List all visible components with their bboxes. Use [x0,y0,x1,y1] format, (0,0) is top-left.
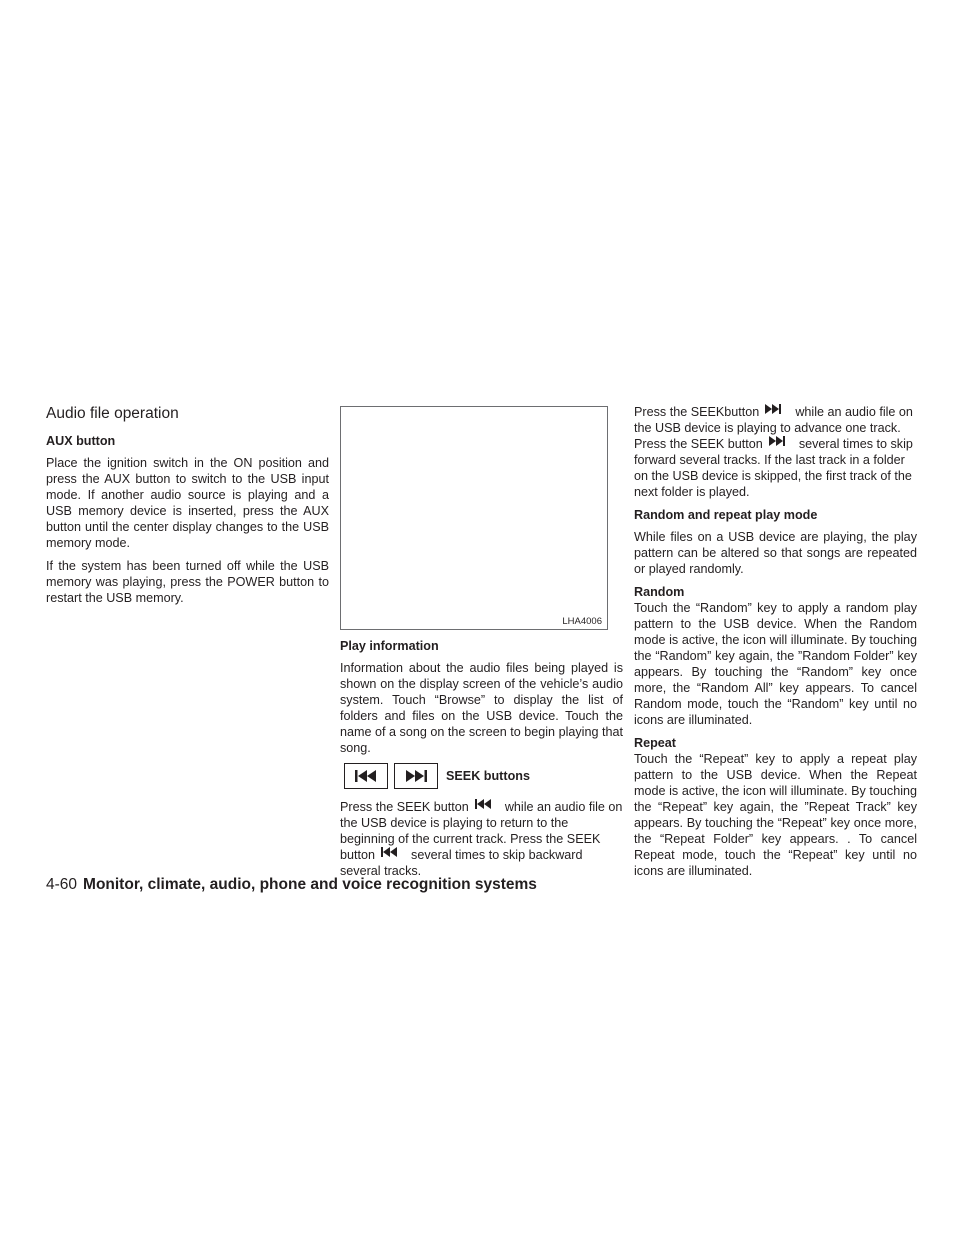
skip-next-icon [769,436,785,446]
column-1 [46,404,329,613]
play-information-heading: Play information [340,639,439,653]
figure-usb-screen [340,406,608,630]
random-repeat-paragraph: While files on a USB device are playing, the play pattern can be altered so that songs are repeated or played randomly. [634,530,917,576]
figure-code: LHA4006 [562,616,602,627]
skip-next-icon [404,770,428,782]
seek-forward-paragraph [634,404,917,500]
section-title: Audio file operation [46,405,179,422]
repeat-heading: Repeat [634,736,676,750]
seek-forward-text-c: several times to skip forward several tracks. If the last track in a folder on the USB device is skipped, the first track of the next folder is played. [634,437,913,499]
seek-back-button-illustration [344,763,388,789]
skip-previous-icon [354,770,378,782]
repeat-paragraph: Touch the “Repeat” key to apply a repeat play pattern to the USB device. When the Repeat mode is active, the icon will illuminate. By touching the “Repeat” key again, the ”Repeat Track” key appears. By touching the “Repeat” key once more, the “Repeat Folder” key appears. . To cancel Repeat mode, touch the “Repeat” key until no icons are illuminated. [634,752,917,878]
seek-back-text-b: while an audio file on the USB device is playing to return to the beginning of the current track. Press the SEEK button [340,800,623,862]
seek-forward-text-b: while an audio file on the USB device is playing to advance one track. Press the SEEK button [634,405,913,451]
random-repeat-heading: Random and repeat play mode [634,508,818,522]
seek-buttons-figure [344,763,623,789]
seek-back-text-c: several times to skip backward several tracks. [340,848,583,878]
page-number: 4-60 [46,876,78,893]
seek-back-text-a: Press the SEEK button [340,800,469,814]
seek-buttons-label: SEEK buttons [446,769,530,783]
seek-back-paragraph [340,799,623,879]
aux-paragraph-1: Place the ignition switch in the ON position and press the AUX button to switch to the USB input mode. If another audio source is playing and a USB memory device is inserted, press the AUX button until the center display changes to the USB memory mode. [46,456,329,550]
column-3 [634,404,917,886]
random-heading: Random [634,585,685,599]
aux-button-heading: AUX button [46,434,116,448]
random-paragraph: Touch the “Random” key to apply a random play pattern to the USB device. When the Random mode is active, the icon will illuminate. By touching the “Random” key again, the ”Random Folder” key appears. By touching the “Random” key once more, the “Random All” key appears. To cancel Random mode, touch the “Random” key until no icons are illuminated. [634,601,917,727]
seek-forward-button-illustration [394,763,438,789]
play-information-paragraph: Information about the audio files being played is shown on the display screen of the vehicle’s audio system. Touch “Browse” to display the list of folders and files on the USB device. Touch the name of a song on the screen to begin playing that song. [340,661,623,755]
chapter-title: Monitor, climate, audio, phone and voice recognition systems [83,876,537,893]
skip-next-icon [765,404,781,414]
seek-forward-text-a: Press the SEEKbutton [634,405,760,419]
skip-previous-icon [475,799,491,809]
page-footer [46,875,537,895]
aux-paragraph-2: If the system has been turned off while the USB memory was playing, press the POWER button to restart the USB memory. [46,559,329,605]
skip-previous-icon [381,847,397,857]
column-2 [340,404,623,886]
